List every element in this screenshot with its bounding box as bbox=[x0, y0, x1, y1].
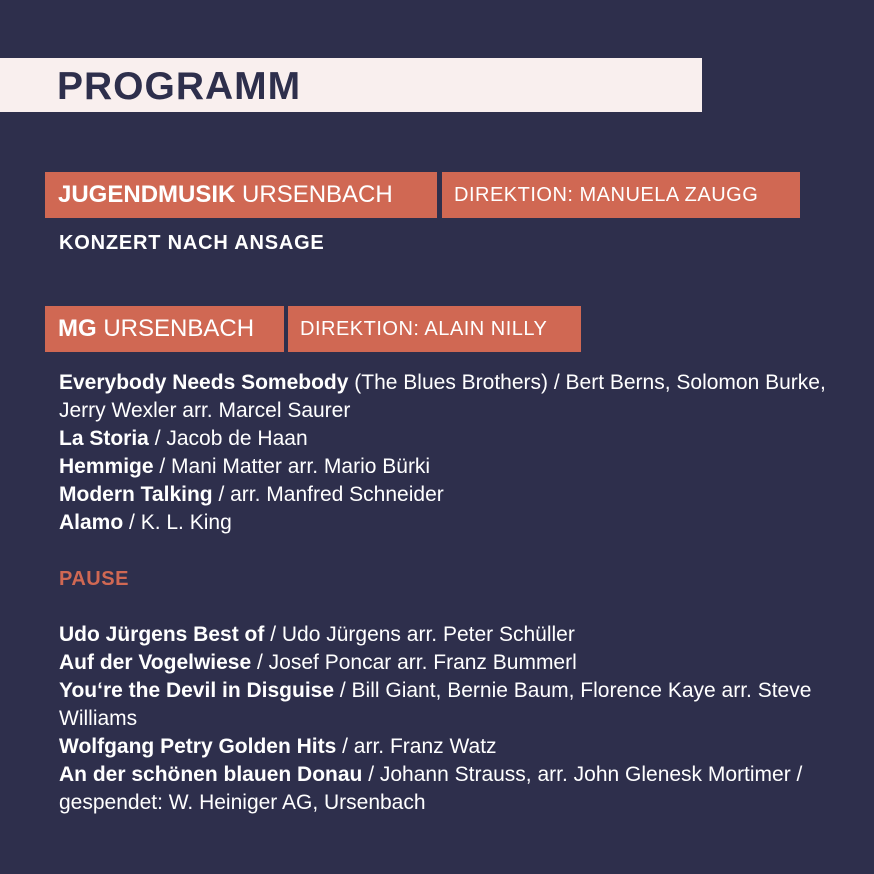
concert-note: KONZERT NACH ANSAGE bbox=[59, 232, 325, 254]
program-list-after-pause bbox=[59, 621, 849, 817]
program-item bbox=[59, 509, 849, 537]
direction-label: DIREKTION: ALAIN NILLY bbox=[300, 318, 548, 340]
program-item bbox=[59, 621, 849, 649]
program-item bbox=[59, 425, 849, 453]
direction-tag-mg bbox=[288, 306, 581, 352]
program-item bbox=[59, 369, 849, 425]
piece-details: / arr. Manfred Schneider bbox=[212, 483, 444, 506]
piece-title: Hemmige bbox=[59, 455, 154, 478]
program-item bbox=[59, 677, 849, 733]
ensemble-name-bold: MG bbox=[58, 315, 97, 342]
piece-details: / Udo Jürgens arr. Peter Schüller bbox=[264, 623, 575, 646]
piece-details: (The Blues Brothers) / Bert Berns, Solomon Burke, Jerry Wexler arr. Marcel Saurer bbox=[59, 371, 826, 422]
program-item bbox=[59, 649, 849, 677]
piece-details: / Jacob de Haan bbox=[148, 427, 308, 450]
piece-details: / Mani Matter arr. Mario Bürki bbox=[153, 455, 431, 478]
direction-label: DIREKTION: MANUELA ZAUGG bbox=[454, 184, 759, 206]
piece-details: / Josef Poncar arr. Franz Bummerl bbox=[251, 651, 577, 674]
piece-title: You‘re the Devil in Disguise bbox=[59, 679, 335, 702]
program-item bbox=[59, 733, 849, 761]
piece-title: La Storia bbox=[59, 427, 149, 450]
piece-details: / K. L. King bbox=[123, 511, 232, 534]
title-bar bbox=[0, 58, 702, 112]
piece-details: / arr. Franz Watz bbox=[336, 735, 497, 758]
program-list-before-pause bbox=[59, 369, 849, 537]
ensemble-name-light: URSENBACH bbox=[235, 181, 393, 208]
program-item bbox=[59, 481, 849, 509]
piece-details: / Bill Giant, Bernie Baum, Florence Kaye arr. Steve Williams bbox=[59, 679, 812, 730]
piece-title: An der schönen blauen Donau bbox=[59, 763, 363, 786]
program-item bbox=[59, 453, 849, 481]
program-item bbox=[59, 761, 849, 817]
direction-tag-jugendmusik bbox=[442, 172, 800, 218]
ensemble-tag-mg bbox=[45, 306, 284, 352]
piece-title: Wolfgang Petry Golden Hits bbox=[59, 735, 337, 758]
page-title: PROGRAMM bbox=[57, 65, 302, 108]
piece-details: / Johann Strauss, arr. John Glenesk Mortimer / gespendet: W. Heiniger AG, Ursenbach bbox=[59, 763, 803, 814]
piece-title: Alamo bbox=[59, 511, 124, 534]
piece-title: Everybody Needs Somebody bbox=[59, 371, 349, 394]
piece-title: Auf der Vogelwiese bbox=[59, 651, 252, 674]
piece-title: Modern Talking bbox=[59, 483, 213, 506]
ensemble-name-bold: JUGENDMUSIK bbox=[58, 181, 236, 208]
piece-title: Udo Jürgens Best of bbox=[59, 623, 265, 646]
ensemble-tag-jugendmusik bbox=[45, 172, 437, 218]
pause-label: PAUSE bbox=[59, 568, 129, 590]
ensemble-name-light: URSENBACH bbox=[96, 315, 255, 342]
